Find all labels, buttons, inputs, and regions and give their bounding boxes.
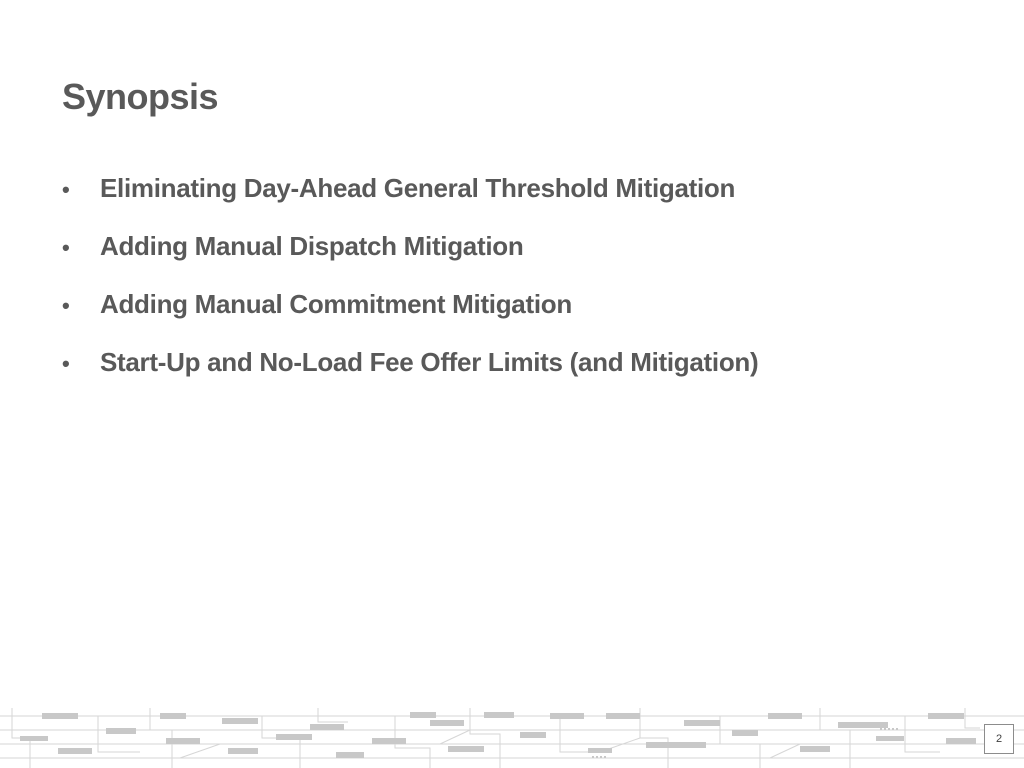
circuit-footer-decoration <box>0 708 1024 768</box>
bullet-icon: • <box>62 235 70 260</box>
bullet-icon: • <box>62 177 70 202</box>
bullet-text: Start-Up and No-Load Fee Offer Limits (and Mitigation) <box>100 347 759 377</box>
bullet-text: Adding Manual Dispatch Mitigation <box>100 231 524 261</box>
bullet-item <box>62 222 962 280</box>
bullet-item <box>62 338 962 396</box>
bullet-icon: • <box>62 351 70 376</box>
bullet-item <box>62 164 962 222</box>
bullet-text: Adding Manual Commitment Mitigation <box>100 289 572 319</box>
bullet-text: Eliminating Day-Ahead General Threshold Mitigation <box>100 173 736 203</box>
slide-title: Synopsis <box>62 76 219 117</box>
bullet-icon: • <box>62 293 70 318</box>
page-number: 2 <box>984 724 1014 754</box>
circuit-blocks <box>20 712 976 758</box>
bullet-list <box>62 164 962 396</box>
bullet-item <box>62 280 962 338</box>
